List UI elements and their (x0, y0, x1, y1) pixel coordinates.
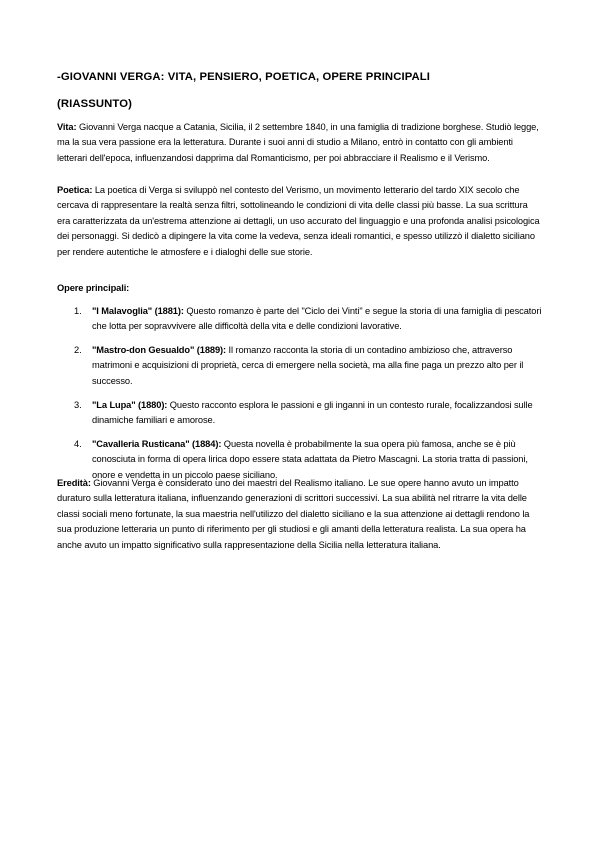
work-title: "La Lupa" (1880): (92, 400, 168, 411)
vita-text: Giovanni Verga nacque a Catania, Sicilia, il 2 settembre 1840, in una famiglia di tradizione borghese. Studiò legge, ma la sua vera passione era la letteratura. Durante i suoi anni di studio a Milano, entrò in contatto con gli ambienti letterari dell'epoca, influenzandosi dapprima dal Romanticismo, per poi abbracciare il Realismo e il Verismo. (57, 122, 539, 163)
list-item-number: 3. (74, 400, 82, 411)
work-description: Il romanzo racconta la storia di un contadino ambizioso che, attraverso matrimoni e acquisizioni di proprietà, cerca di emergere nella società, ma alla fine paga un prezzo alto per il successo. (92, 344, 524, 386)
vita-paragraph (57, 120, 543, 166)
list-item (57, 304, 545, 335)
poetica-text: La poetica di Verga si sviluppò nel contesto del Verismo, un movimento letterario del tardo XIX secolo che cercava di rappresentare la realtà senza filtri, sottolineando le condizioni di vita delle classi più basse. La sua scrittura era caratterizzata da un'estrema attenzione ai dettagli, un uso accurato del linguaggio e una profonda analisi psicologica dei personaggi. Si dedicò a dipingere la vita come la vedeva, senza ideali romantici, e spesso utilizzò il dialetto siciliano per rendere autentiche le atmosfere e i dialoghi delle sue storie. (57, 185, 540, 257)
work-title: "Cavalleria Rusticana" (1884): (92, 438, 222, 449)
work-description: Questo romanzo è parte del "Ciclo dei Vinti" e segue la storia di una famiglia di pescatori che lotta per sopravvivere alle difficoltà della vita e delle condizioni lavorative. (92, 306, 542, 332)
document-title: -GIOVANNI VERGA: VITA, PENSIERO, POETICA, OPERE PRINCIPALI (57, 71, 430, 83)
poetica-paragraph (57, 183, 543, 260)
list-item (57, 343, 545, 389)
list-item-number: 4. (74, 438, 82, 449)
eredita-text: Giovanni Verga è considerato uno dei maestri del Realismo italiano. Le sue opere hanno avuto un impatto duraturo sulla letteratura italiana, influenzando generazioni di scrittori successivi. La sua abilità nel ritrarre la vita delle classi sociali meno fortunate, la sua maestria nell'utilizzo del dialetto siciliano e la sua attenzione ai dettagli rendono la sua produzione letteraria un punto di riferimento per gli studiosi e gli amanti della letteratura realista. La sua opera ha anche avuto un impatto significativo sulla rappresentazione della Sicilia nella letteratura italiana. (57, 478, 530, 550)
eredita-label: Eredità: (57, 478, 91, 488)
work-description: Questo racconto esplora le passioni e gli inganni in un contesto rurale, focalizzandosi sulle dinamiche familiari e amorose. (92, 400, 533, 426)
document-title-subtitle: (RIASSUNTO) (57, 98, 132, 110)
eredita-paragraph (57, 476, 543, 553)
work-title: "I Malavoglia" (1881): (92, 306, 184, 316)
works-list (57, 304, 545, 491)
work-title: "Mastro-don Gesualdo" (1889): (92, 344, 227, 355)
list-item (57, 398, 545, 429)
work-description: Questa novella è probabilmente la sua opera più famosa, anche se è più conosciuta in forma di opera lirica dopo essere stata adattata da Pietro Mascagni. La storia tratta di passioni, onore e vendetta in un piccolo paese siciliano. (92, 438, 528, 480)
list-item-number: 2. (74, 344, 82, 355)
opere-heading: Opere principali: (57, 283, 130, 293)
vita-label: Vita: (57, 122, 77, 132)
poetica-label: Poetica: (57, 185, 93, 195)
list-item-number: 1. (74, 306, 82, 316)
